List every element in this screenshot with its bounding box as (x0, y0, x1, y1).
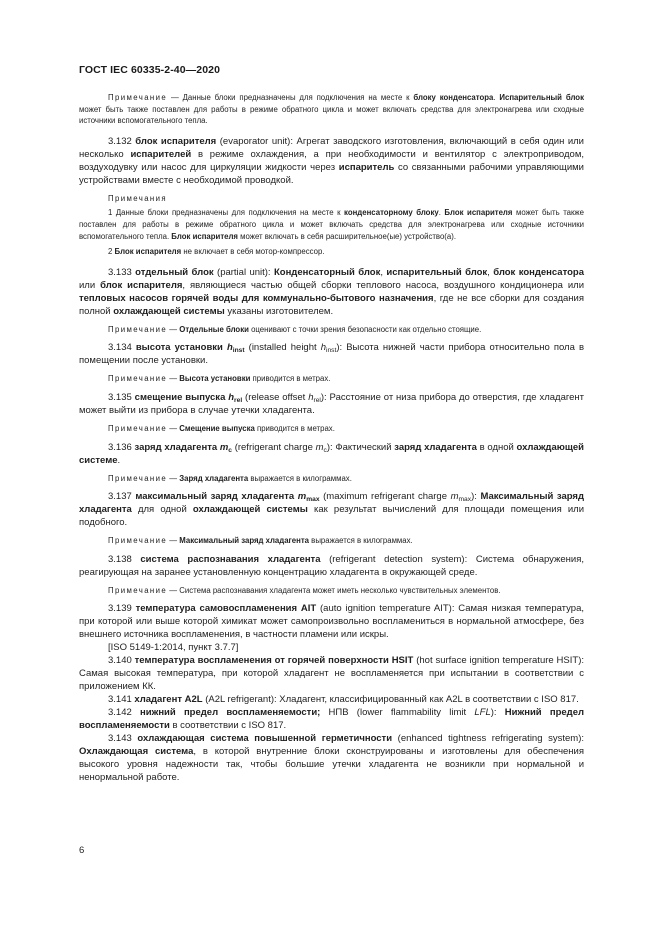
definition-3-132: 3.132 блок испарителя (evaporator unit): Агрегат заводского изготовления, включающий в себя один или несколько испарителей в режиме охлаждения, а при необходимости и вентилятор с электроприводом, воздуходувку или насос для циркуляции жидкости через испаритель со связанными рабочими управляющими устройствами вместе с необходимой проводкой. (79, 135, 584, 186)
page-header-standard: ГОСТ IEC 60335-2-40—2020 (79, 64, 221, 76)
term: смещение выпуска (134, 391, 229, 403)
note-3-136: Примечание — Заряд хладагента выражается в килограммах. (108, 473, 352, 483)
note-3-134: Примечание — Высота установки приводится в метрах. (108, 374, 331, 384)
definition-3-139: 3.139 температура самовоспламенения AIT (auto ignition temperature AIT): Самая низкая температура, при которой или выше которой химикат может самопроизвольно воспламениться в нормальной атмосфере, без внешнего источника воспламенения, в частности пламени или искры. (79, 603, 584, 641)
note-3-137: Примечание — Максимальный заряд хладагента выражается в килограммах. (108, 536, 413, 546)
term: система распознавания хладагента (140, 553, 321, 565)
term: хладагент A2L (134, 694, 203, 706)
term: температура воспламенения от горячей поверхности HSIT (134, 655, 414, 667)
term: температура самовоспламенения AIT (135, 603, 317, 615)
notes-heading: Примечания (108, 193, 168, 203)
note-3-132-1: 1 Данные блоки предназначены для подключения на месте к конденсаторному блоку. Блок испарителя может быть также поставлен для работы в режиме обратного цикла и может включать средства для электронагрева или сходные источники вспомогательного тепла. Блок испарителя может включать в себя расширительное(ые) устройство(а). (79, 208, 584, 241)
definition-3-134: 3.134 высота установки $h_{inst}$ (installed height $h_{inst}$): Высота нижней части прибора относительно пола в помещении после установки. (79, 342, 584, 367)
definition-3-133: 3.133 отдельный блок (partial unit): Конденсаторный блок, испарительный блок, блок конденсатора или блок испарителя, являющиеся частью общей сборки теплового насоса, воздушного кондиционера или тепловых насосов горячей воды для коммунально-бытового назначения, где не все сборки для создания полной охлаждающей системы указаны изготовителем. (79, 266, 585, 317)
term: нижний предел воспламеняемости; (140, 707, 321, 719)
term: заряд хладагента (134, 441, 220, 453)
term: максимальный заряд хладагента (135, 491, 298, 503)
definition-3-141: 3.141 хладагент A2L (A2L refrigerant): Хладагент, классифицированный как A2L в соответствии с ISO 817. (108, 694, 579, 706)
definition-3-135: 3.135 смещение выпуска $h_{rel}$ (release offset $h_{rel}$): Расстояние от низа прибора до отверстия, где хладагент может выйти из прибора в случае утечки хладагента. (79, 391, 584, 416)
term: отдельный блок (135, 266, 214, 278)
definition-3-136: 3.136 заряд хладагента $m_c$ (refrigerant charge $m_c$): Фактический заряд хладагента в одной охлаждающей системе. (79, 441, 585, 466)
note-3-135: Примечание — Смещение выпуска приводится в метрах. (108, 423, 335, 433)
note-3-133: Примечание — Отдельные блоки оценивают с точки зрения безопасности как отдельно стоящие. (108, 324, 482, 334)
note-3-131: Примечание — Данные блоки предназначены для подключения на месте к блоку конденсатора. Испарительный блок может быть также поставлен для работы в режиме обратного цикла и может включать средства для электронагрева или сходные источники вспомогательного тепла. (79, 93, 584, 126)
definition-3-143: 3.143 охлаждающая система повышенной герметичности (enhanced tightness refrigerating system): Охлаждающая система, в которой внутренние блоки сконструированы и изготовлены для обеспечения высокого уровня надежности так, чтобы большие утечки хладагента не возникли при нормальной и ненормальной работе. (79, 733, 585, 784)
note-3-132-2: 2 Блок испарителя не включает в себя мотор-компрессор. (108, 247, 325, 257)
term: блок испарителя (135, 135, 217, 147)
reference-iso-5149: [ISO 5149-1:2014, пункт 3.7.7] (108, 642, 239, 654)
definition-3-138: 3.138 система распознавания хладагента (refrigerant detection system): Система обнаружения, реагирующая на заранее установленную концентрацию хладагента в окружающей среде. (79, 553, 584, 578)
definition-3-137: 3.137 максимальный заряд хладагента $m_{max}$ (maximum refrigerant charge $m_{max}$): Максимальный заряд хладагента для одной охлаждающей системы как результат вычислений для площади помещения или подобного. (79, 491, 585, 529)
document-body (79, 92, 584, 784)
term: охлаждающая система повышенной герметичности (137, 733, 393, 745)
page-number: 6 (79, 845, 85, 856)
note-label: Примечание (108, 93, 168, 102)
definition-3-142: 3.142 нижний предел воспламеняемости; НПВ (lower flammability limit LFL): Нижний предел воспламеняемости в соответствии с ISO 817. (79, 707, 585, 732)
definition-3-140: 3.140 температура воспламенения от горячей поверхности HSIT (hot surface ignition temperature HSIT): Самая высокая температура, при которой хладагент не воспламеняется при испытании в соответствии с приложением КК. (79, 655, 584, 693)
term: высота установки (135, 342, 227, 354)
note-3-138: Примечание — Система распознавания хладагента может иметь несколько чувствительных элементов. (108, 585, 501, 595)
